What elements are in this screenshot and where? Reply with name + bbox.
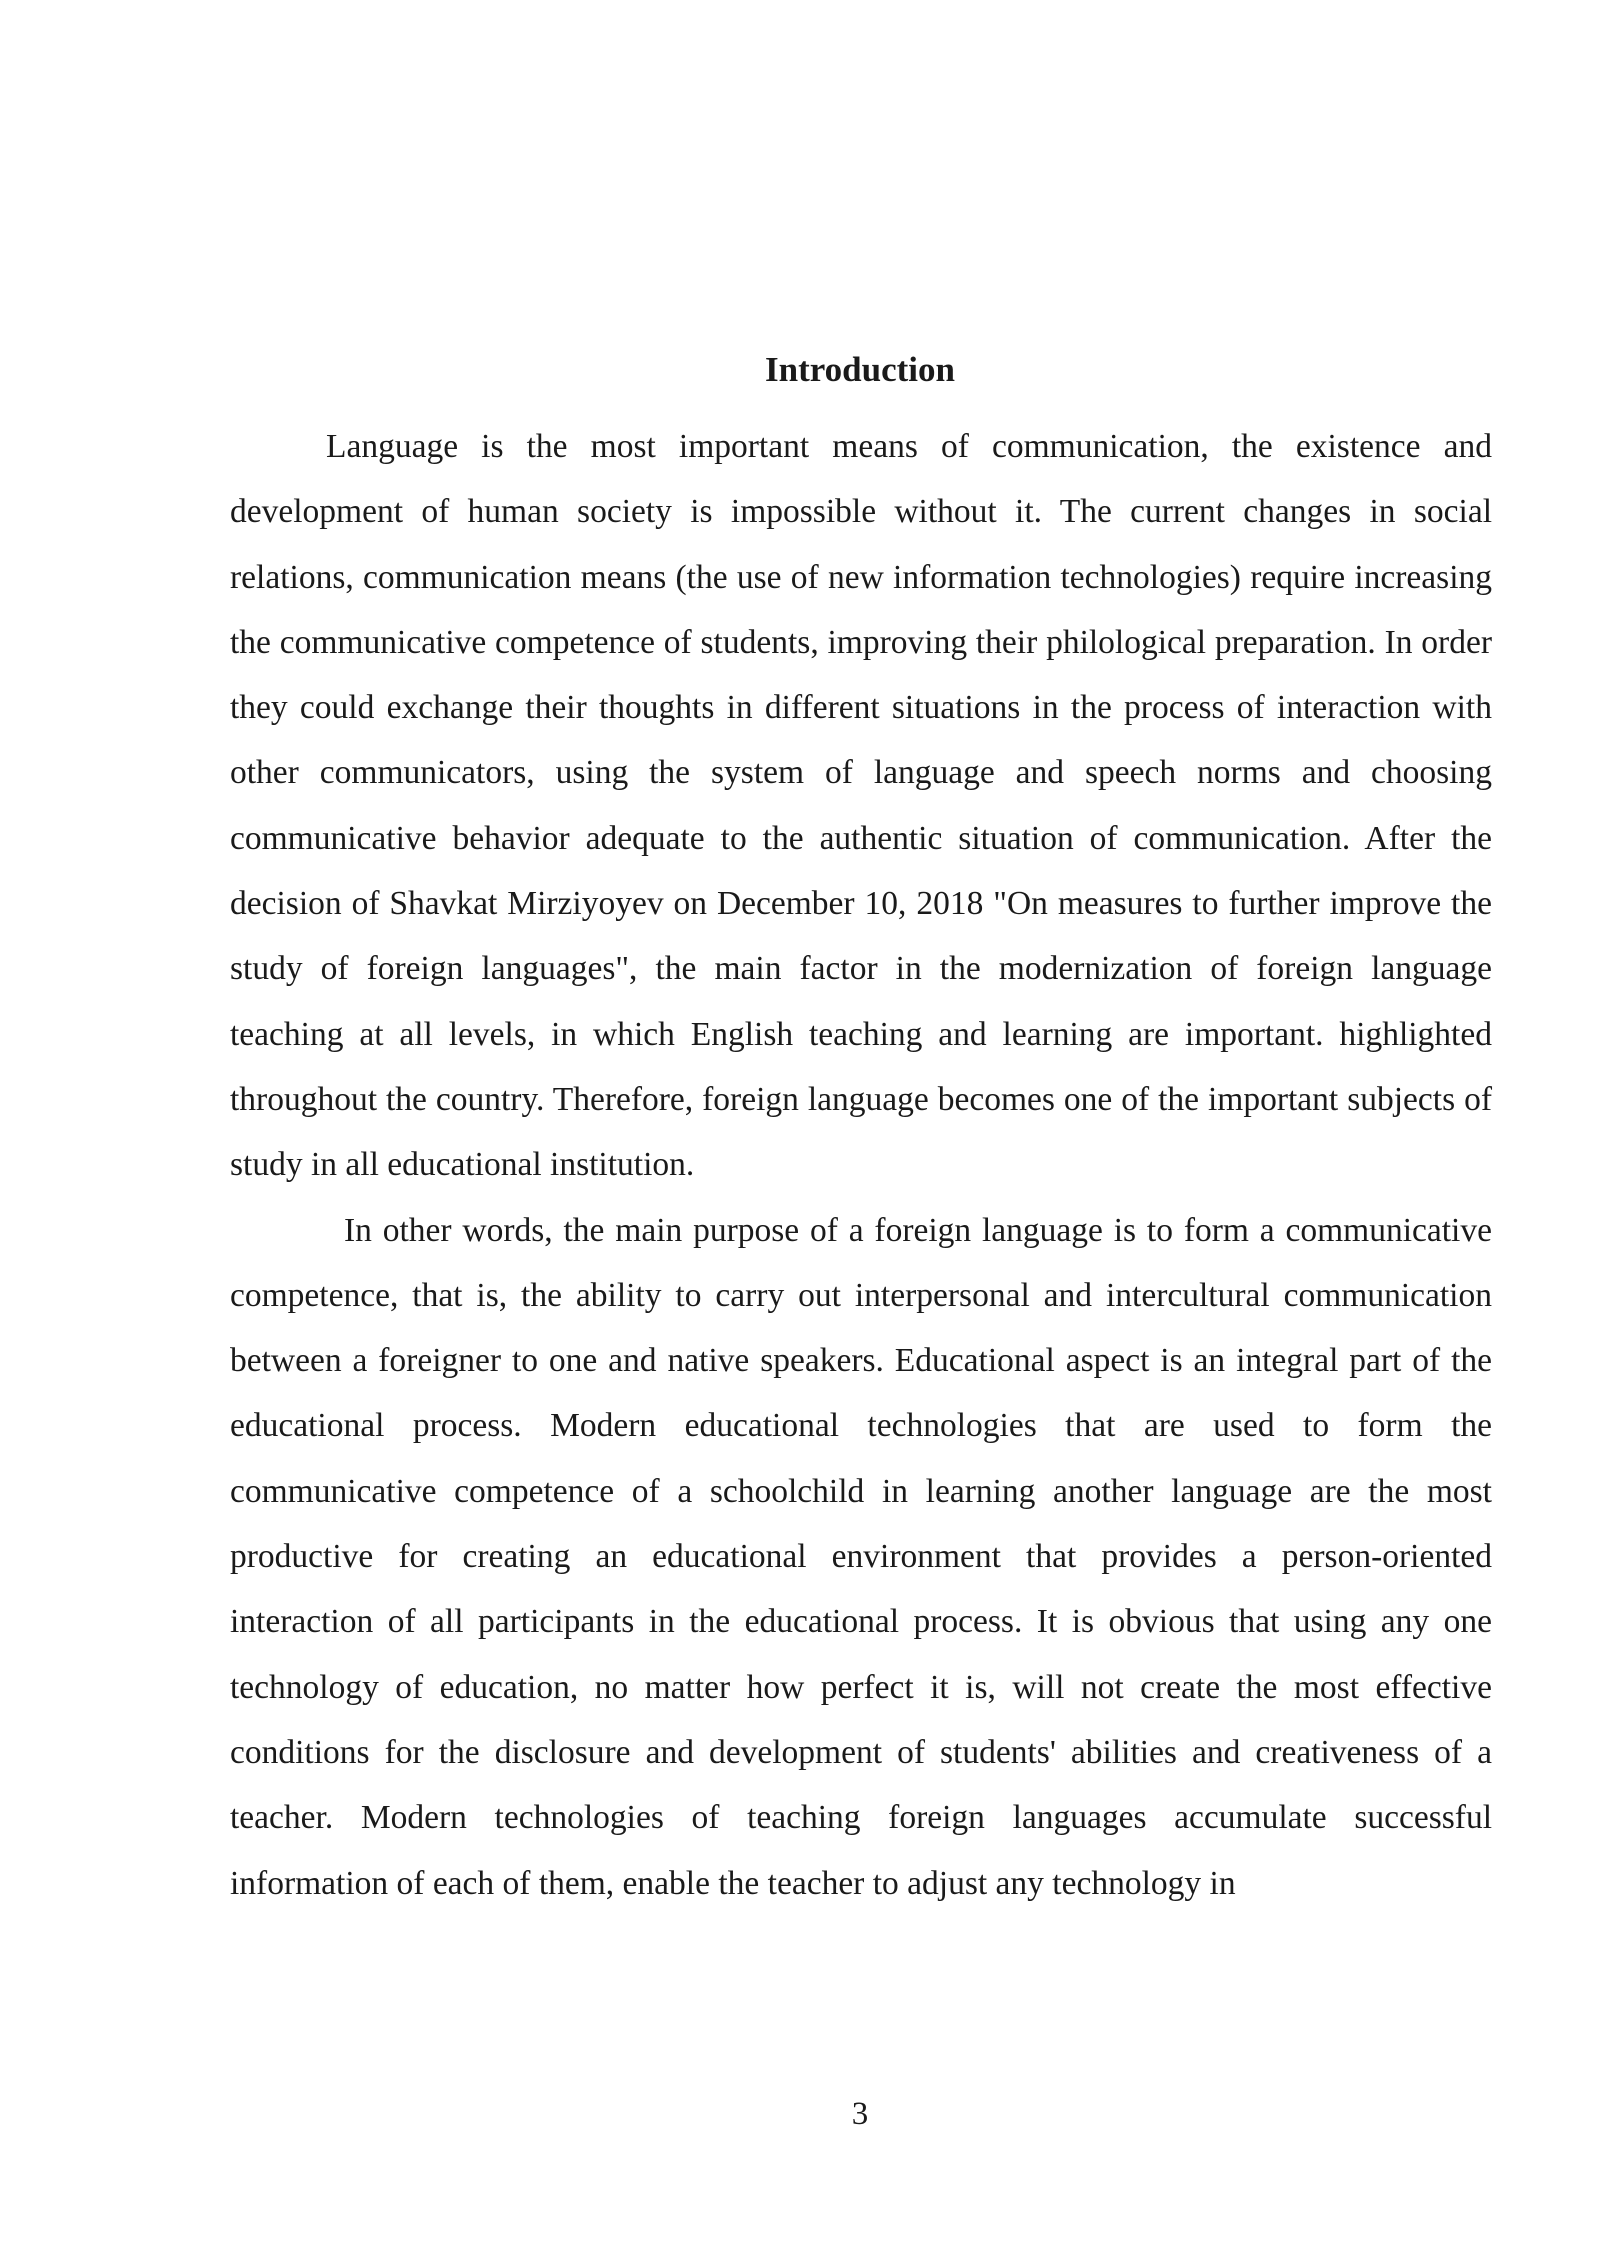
- page-number: 3: [851, 2096, 869, 2132]
- paragraph-1: Language is the most important means of communication, the existence and development of human society is impossible without it. The current changes in social relations, communication means (the use of new information technologies) require increasing the communicative competence of students, improving their philological preparation. In order they could exchange their thoughts in different situations in the process of interaction with other communicators, using the system of language and speech norms and choosing communicative behavior adequate to the authentic situation of communication. After the decision of Shavkat Mirziyoyev on December 10, 2018 "On measures to further improve the study of foreign languages", the main factor in the modernization of foreign language teaching at all levels, in which English teaching and learning are important. highlighted throughout the country. Therefore, foreign language becomes one of the important subjects of study in all educational institution.: [230, 428, 1492, 1184]
- paragraph-2: In other words, the main purpose of a foreign language is to form a communicative competence, that is, the ability to carry out interpersonal and intercultural communication between a foreigner to one and native speakers. Educational aspect is an integral part of the educational process. Modern educational technologies that are used to form the communicative competence of a schoolchild in learning another language are the most productive for creating an educational environment that provides a person-oriented interaction of all participants in the educational process. It is obvious that using any one technology of education, no matter how perfect it is, will not create the most effective conditions for the disclosure and development of students' abilities and creativeness of a teacher. Modern technologies of teaching foreign languages accumulate successful information of each of them, enable the teacher to adjust any technology in: [230, 1211, 1492, 1902]
- body-text: [230, 414, 1492, 1916]
- section-heading: Introduction: [765, 350, 955, 389]
